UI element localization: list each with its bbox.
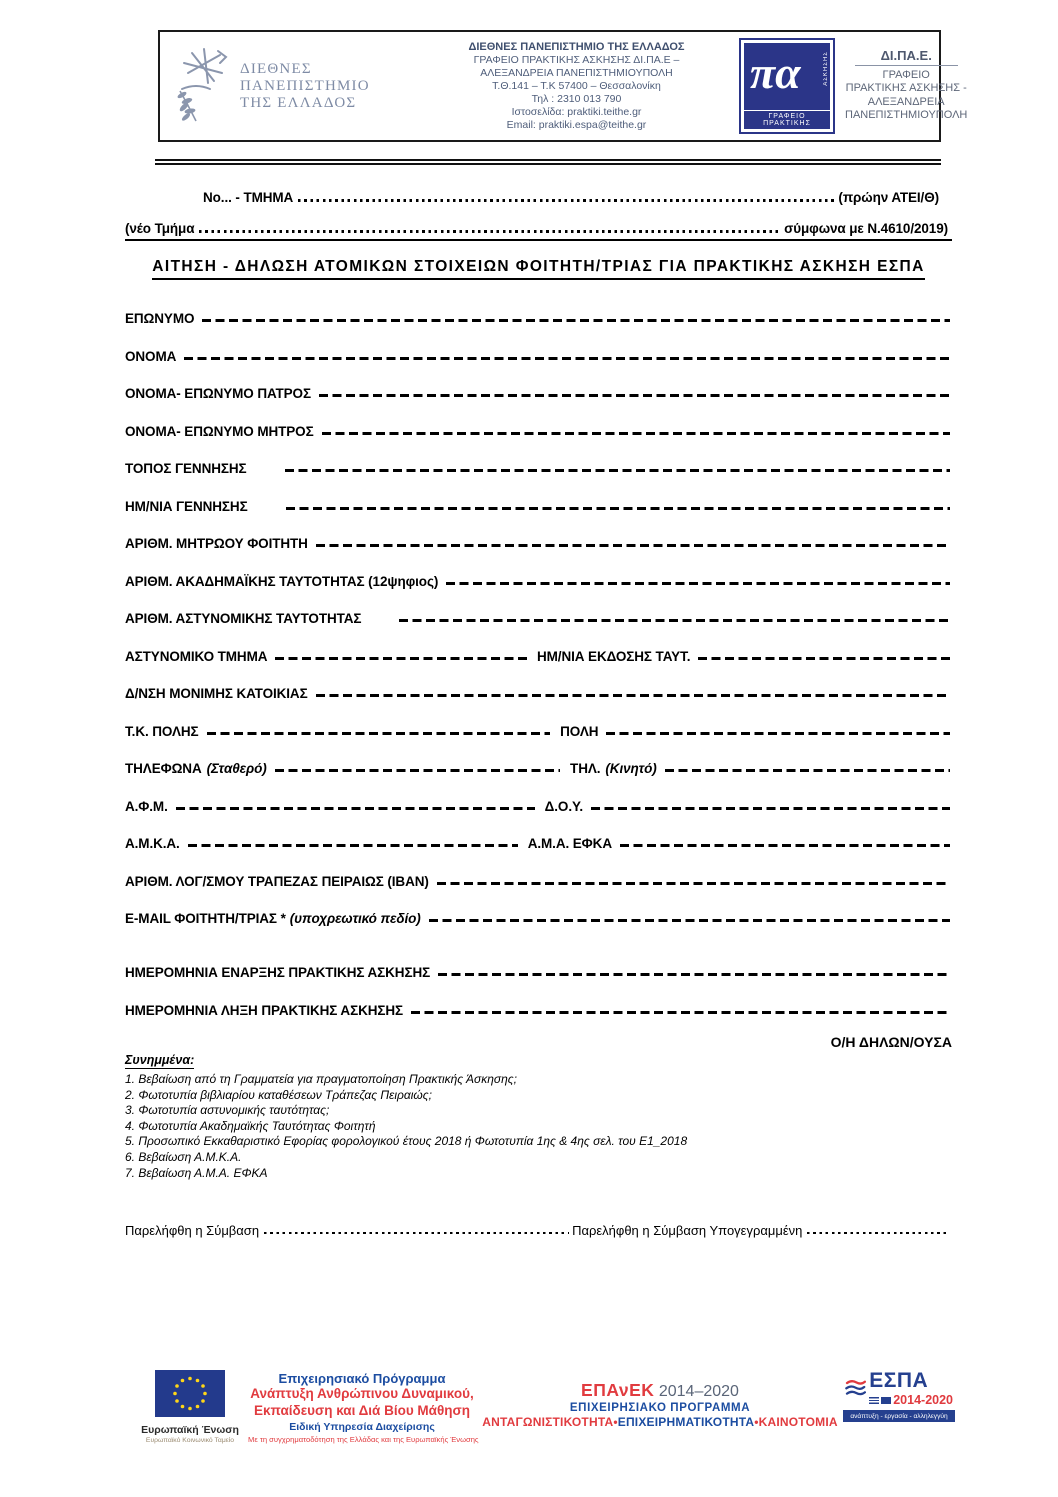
write-in-line <box>620 844 950 847</box>
write-in-line <box>437 882 950 885</box>
program-cofunding-line: Με τη συγχρηματοδότηση της Ελλάδας και της Ευρωπαϊκής Ένωσης <box>248 1435 479 1444</box>
epanek-years: 2014–2020 <box>658 1383 739 1400</box>
office-contact-block <box>424 41 729 132</box>
contract-received-label: Παρελήφθη η Σύμβαση <box>125 1223 260 1239</box>
eu-name: Ευρωπαϊκή Ένωση <box>141 1424 239 1436</box>
dipae-line: ΑΛΕΞΑΝΔΡΕΙΑ <box>867 95 945 108</box>
eu-flag-icon <box>155 1370 225 1417</box>
attachment-item: 7. Βεβαίωση Α.Μ.Α. ΕΦΚΑ <box>125 1165 268 1180</box>
espa-tagline-bar: ανάπτυξη - εργασία - αλληλεγγύη <box>843 1410 955 1422</box>
espa-name: ΕΣΠΑ <box>869 1369 929 1392</box>
dipae-line: ΠΡΑΚΤΙΚΗΣ ΑΣΚΗΣΗΣ - <box>845 82 967 95</box>
write-in-line <box>275 657 527 660</box>
write-in-line <box>399 619 950 622</box>
eu-flag-chip-icon <box>881 1397 891 1404</box>
write-in-line <box>322 432 950 435</box>
write-in-line <box>698 657 950 660</box>
epanek-word: ΚΑΙΝΟΤΟΜΙΑ <box>758 1415 838 1429</box>
field-label-italic: (Κινητό) <box>605 761 657 776</box>
espa-years: 2014-2020 <box>893 1393 953 1407</box>
field-label: ΗΜ/ΝΙΑ ΓΕΝΝΗΣΗΣ <box>125 498 248 514</box>
write-in-line <box>665 769 950 772</box>
epanek-slogan <box>470 1415 850 1429</box>
department-write-in <box>298 199 835 202</box>
practice-office-logo-inner <box>744 43 830 129</box>
pa-logo-side-caption: ΑΣΚΗΣΗΣ <box>823 51 829 86</box>
field-label: ΤΟΠΟΣ ΓΕΝΝΗΣΗΣ <box>125 461 247 476</box>
field-row-academic-id <box>125 568 952 589</box>
write-in-line <box>176 807 535 810</box>
page-content <box>125 0 968 1239</box>
write-in-line <box>285 469 950 472</box>
field-label: ΟΝΟΜΑ- ΕΠΩΝΥΜΟ ΜΗΤΡΟΣ <box>125 423 314 439</box>
field-label: ΑΡΙΘΜ. ΜΗΤΡΩΟΥ ΦΟΙΤΗΤΗ <box>125 536 308 551</box>
field-label: ΤΗΛ. <box>570 761 601 776</box>
attachments-heading: Συνημμένα: <box>125 1053 195 1067</box>
university-identity <box>174 43 414 129</box>
field-label: ΕΠΩΝΥΜΟ <box>125 311 195 326</box>
attachment-item: 3. Φωτοτυπία αστυνομικής ταυτότητας; <box>125 1103 330 1118</box>
eu-logo-block <box>138 1370 242 1444</box>
write-in-line <box>446 582 950 585</box>
pa-logo-bottom-caption: ΓΡΑΦΕΙΟ ΠΡΑΚΤΙΚΗΣ <box>744 110 830 127</box>
header-divider <box>155 159 941 165</box>
field-row-home-address <box>125 680 952 701</box>
declarant-signature-label: Ο/Η ΔΗΛΩΝ/ΟΥΣΑ <box>830 1034 952 1050</box>
title-wrap <box>125 258 952 280</box>
field-row-police-department <box>125 643 952 664</box>
bullet-separator: • <box>613 1415 618 1429</box>
epanek-word: ΕΠΙΧΕΙΡΗΜΑΤΙΚΟΤΗΤΑ <box>617 1415 755 1429</box>
write-in-line <box>184 357 950 360</box>
field-row-afm-doy <box>125 793 952 814</box>
eu-fund-name: Ευρωπαϊκό Κοινωνικό Ταμείο <box>145 1437 235 1444</box>
field-label: Α.Μ.Κ.Α. <box>125 836 180 851</box>
field-row-surname <box>125 305 952 326</box>
field-label: E-MAIL ΦΟΙΤΗΤΗ/ΤΡΙΑΣ * <box>125 911 286 926</box>
attachment-item: 2. Φωτοτυπία βιβλιαρίου καταθέσεων Τράπεζας Πειραιώς; <box>125 1087 432 1102</box>
field-label: ΗΜΕΡΟΜΗΝΙΑ ΛΗΞΗ ΠΡΑΚΤΙΚΗΣ ΑΣΚΗΣΗΣ <box>125 1002 404 1018</box>
field-row-father-name <box>125 380 952 401</box>
pa-logo-glyph: πα <box>750 47 801 98</box>
write-in-line <box>286 507 950 510</box>
write-in-line <box>202 319 950 322</box>
field-label: ΑΡΙΘΜ. ΛΟΓ/ΣΜΟΥ ΤΡΑΠΕΖΑΣ ΠΕΙΡΑΙΩΣ (ΙΒΑΝ) <box>125 873 429 889</box>
funding-logos-footer <box>0 1368 1058 1458</box>
field-label: ΟΝΟΜΑ <box>125 348 177 364</box>
field-row-practice-end-date <box>125 997 952 1018</box>
dipae-line: ΠΑΝΕΠΙΣΤΗΜΙΟΥΠΟΛΗ <box>845 109 968 122</box>
office-email: Email: praktiki.espa@teithe.gr <box>506 118 647 131</box>
field-label: ΠΟΛΗ <box>560 723 599 739</box>
office-website: Ιστοσελίδα: praktiki.teithe.gr <box>511 105 642 118</box>
field-row-postal-code-city <box>125 718 952 739</box>
field-row-police-id <box>125 605 952 626</box>
field-label-italic: (υποχρεωτικό πεδίο) <box>289 911 421 926</box>
letterhead <box>158 30 968 142</box>
epanek-name: ΕΠΑνΕΚ <box>581 1380 655 1400</box>
attachment-item: 1. Βεβαίωση από τη Γραμματεία για πραγματοποίηση Πρακτικής Άσκησης; <box>125 1072 517 1086</box>
office-line: Τ.Θ.141 – Τ.Κ 57400 – Θεσσαλονίκη <box>492 79 661 92</box>
program-line: Εκπαίδευση και Διά Βίου Μάθηση <box>253 1402 471 1418</box>
program-line: Ανάπτυξη Ανθρώπινου Δυναμικού, <box>250 1386 474 1401</box>
write-in-line <box>319 394 950 397</box>
espa-logo-block <box>843 1369 955 1422</box>
attachment-item: 5. Προσωπικό Εκκαθαριστικό Εφορίας φορολογικού έτους 2018 ή Φωτοτυπία 1ης & 4ης σελ. του Ε1_2018 <box>125 1134 688 1149</box>
bullet-separator: • <box>754 1415 759 1429</box>
field-row-mother-name <box>125 418 952 439</box>
field-label: Α.Φ.Μ. <box>125 798 168 814</box>
field-label: ΑΡΙΘΜ. ΑΣΤΥΝΟΜΙΚΗΣ ΤΑΥΤΟΤΗΤΑΣ <box>125 611 362 626</box>
write-in-line <box>429 919 950 922</box>
field-label: ΗΜΕΡΟΜΗΝΙΑ ΕΝΑΡΞΗΣ ΠΡΑΚΤΙΚΗΣ ΑΣΚΗΣΗΣ <box>125 965 431 980</box>
field-label: Δ.Ο.Υ. <box>544 798 584 814</box>
personal-details-form <box>125 305 952 1018</box>
field-row-birthdate <box>125 493 952 514</box>
practice-dates-section <box>125 959 952 1018</box>
write-in-line <box>188 844 518 847</box>
attachment-item: 4. Φωτοτυπία Ακαδημαϊκής Ταυτότητας Φοιτητή <box>125 1118 376 1133</box>
office-line: ΔΙΕΘΝΕΣ ΠΑΝΕΠΙΣΤΗΜΙΟ ΤΗΣ ΕΛΛΑΔΟΣ <box>468 40 685 53</box>
dipae-title: ΔΙ.ΠΑ.Ε. <box>855 49 958 66</box>
field-label: ΗΜ/ΝΙΑ ΕΚΔΟΣΗΣ ΤΑΥΤ. <box>537 648 691 664</box>
field-row-iban <box>125 868 952 889</box>
field-label: ΑΡΙΘΜ. ΑΚΑΔΗΜΑΪΚΗΣ ΤΑΥΤΟΤΗΤΑΣ (12ψηφιος) <box>125 573 439 589</box>
new-department-line <box>125 221 952 241</box>
field-label: ΟΝΟΜΑ- ΕΠΩΝΥΜΟ ΠΑΤΡΟΣ <box>125 386 311 401</box>
university-name-line: ΤΗΣ ΕΛΛΑΔΟΣ <box>240 94 357 111</box>
field-row-amka-ama <box>125 830 952 851</box>
operational-program-block <box>248 1371 479 1444</box>
university-name-line: ΠΑΝΕΠΙΣΤΗΜΙΟ <box>240 77 370 94</box>
contract-signed-received-label: Παρελήφθη η Σύμβαση Υπογεγραμμένη <box>572 1223 803 1239</box>
field-row-birthplace <box>125 455 952 476</box>
write-in-line <box>438 973 950 976</box>
program-line: Επιχειρησιακό Πρόγραμμα <box>278 1371 446 1386</box>
department-line <box>125 190 952 205</box>
field-row-email <box>125 905 952 926</box>
office-line: ΓΡΑΦΕΙΟ ΠΡΑΚΤΙΚΗΣ ΑΣΚΗΣΗΣ ΔΙ.ΠΑ.Ε – <box>473 53 680 66</box>
epanek-word: ΑΝΤΑΓΩΝΙΣΤΙΚΟΤΗΤΑ <box>482 1415 614 1429</box>
attachment-item: 6. Βεβαίωση Α.Μ.Κ.Α. <box>125 1149 242 1164</box>
contract-received-line <box>125 1223 952 1238</box>
field-row-student-registry-number <box>125 530 952 551</box>
department-line-prefix: Νο... - ΤΜΗΜΑ <box>203 190 294 205</box>
dipae-line: ΓΡΑΦΕΙΟ <box>882 68 930 81</box>
field-label: Δ/ΝΣΗ ΜΟΝΙΜΗΣ ΚΑΤΟΙΚΙΑΣ <box>125 686 308 701</box>
university-name <box>240 61 370 112</box>
new-department-prefix: (νέο Τμήμα <box>125 221 195 236</box>
write-in-line <box>275 769 560 772</box>
office-line: ΑΛΕΞΑΝΔΡΕΙΑ ΠΑΝΕΠΙΣΤΗΜΙΟΥΠΟΛΗ <box>480 66 673 79</box>
page-title: ΑΙΤΗΣΗ - ΔΗΛΩΣΗ ΑΤΟΜΙΚΩΝ ΣΤΟΙΧΕΙΩΝ ΦΟΙΤΗΤΗ/ΤΡΙΑΣ ΓΙΑ ΠΡΑΚΤΙΚΗΣ ΑΣΚΗΣΗ ΕΣΠΑ <box>152 258 924 280</box>
field-label-italic: (Σταθερό) <box>206 761 267 776</box>
field-label: Τ.Κ. ΠΟΛΗΣ <box>125 723 199 739</box>
espa-waves-icon <box>845 1373 866 1405</box>
write-in-line <box>606 732 950 735</box>
field-label: ΤΗΛΕΦΩΝΑ <box>125 761 202 776</box>
epanek-logo-block <box>470 1380 850 1429</box>
write-in-line <box>207 732 551 735</box>
write-in-dotted <box>264 1232 569 1235</box>
epanek-subtitle: ΕΠΙΧΕΙΡΗΣΙΑΚΟ ΠΡΟΓΡΑΜΜΑ <box>569 1402 751 1414</box>
write-in-line <box>591 807 950 810</box>
field-label: Α.Μ.Α. ΕΦΚΑ <box>527 836 612 851</box>
attachments-section <box>125 1053 952 1181</box>
field-label: ΑΣΤΥΝΟΜΙΚΟ ΤΜΗΜΑ <box>125 648 268 664</box>
field-row-practice-start-date <box>125 959 952 980</box>
university-logo-icon <box>174 43 234 129</box>
office-phone: Τηλ : 2310 013 790 <box>531 92 622 105</box>
greek-flag-icon <box>869 1397 879 1404</box>
practice-office-logo <box>739 38 835 134</box>
program-line: Ειδική Υπηρεσία Διαχείρισης <box>289 1421 435 1433</box>
write-in-line <box>411 1011 950 1014</box>
dipae-office-block <box>845 49 967 123</box>
write-in-dotted <box>807 1232 949 1235</box>
write-in-line <box>316 544 950 547</box>
new-department-suffix: σύμφωνα με Ν.4610/2019) <box>784 221 948 236</box>
field-row-phones <box>125 755 952 776</box>
new-department-write-in <box>199 230 781 233</box>
field-row-firstname <box>125 343 952 364</box>
write-in-line <box>316 694 950 697</box>
department-line-suffix: (πρώην ΑΤΕΙ/Θ) <box>838 190 939 205</box>
university-name-line: ΔΙΕΘΝΕΣ <box>240 60 312 77</box>
